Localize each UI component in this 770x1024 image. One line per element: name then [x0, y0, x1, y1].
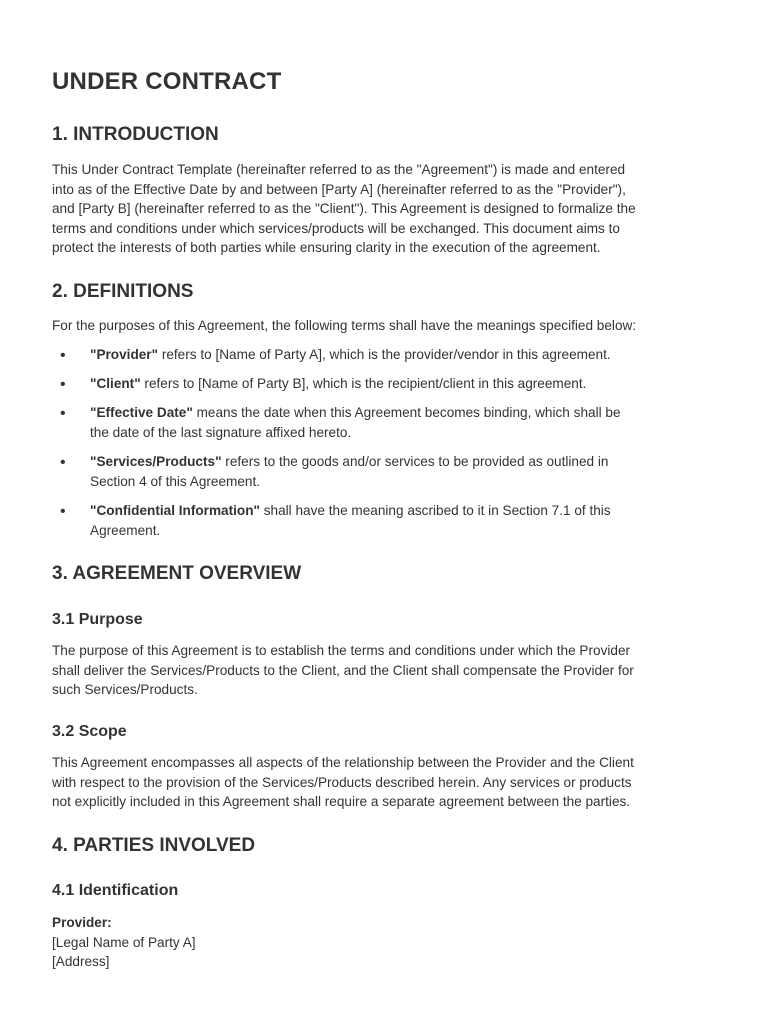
scope-paragraph [52, 753, 722, 812]
definition-text-continued: Agreement. [90, 522, 161, 538]
text-line: terms and conditions under which services/products will be exchanged. This document aims to [52, 220, 620, 236]
text-line: with respect to the provision of the Services/Products described herein. Any services or products [52, 774, 632, 790]
bullet-icon: • [60, 376, 66, 394]
section-heading-parties-involved: 4. PARTIES INVOLVED [52, 835, 256, 856]
definitions-lead: For the purposes of this Agreement, the following terms shall have the meanings specified below: [52, 318, 637, 333]
definition-term: "Client" [90, 376, 141, 392]
definition-text-continued: the date of the last signature affixed hereto. [90, 424, 352, 440]
text-line: not explicitly included in this Agreement shall require a separate agreement between the parties. [52, 794, 631, 810]
definition-text-continued: Section 4 of this Agreement. [90, 473, 261, 489]
definition-term: "Confidential Information" [90, 502, 260, 518]
definitions-list [52, 345, 722, 550]
definition-term: "Provider" [90, 347, 159, 362]
section-heading-introduction: 1. INTRODUCTION [52, 124, 219, 145]
subsection-heading-purpose: 3.1 Purpose [52, 611, 143, 628]
list-item [52, 374, 722, 394]
definition-text: refers to [Name of Party B], which is the recipient/client in this agreement. [140, 376, 587, 392]
provider-name: [Legal Name of Party A] [52, 934, 196, 950]
bullet-icon: • [60, 454, 66, 472]
definition-text: refers to [Name of Party A], which is the provider/vendor in this agreement. [158, 347, 611, 362]
provider-address: [Address] [52, 954, 110, 970]
text-line: This Agreement encompasses all aspects of the relationship between the Provider and the Client [52, 755, 634, 770]
definition-text: means the date when this Agreement becomes binding, which shall be [192, 405, 621, 421]
introduction-paragraph [52, 160, 722, 258]
provider-label: Provider: [52, 915, 112, 930]
text-line: protect the interests of both parties while ensuring clarity in the execution of the agreement. [52, 240, 601, 256]
text-line: and [Party B] (hereinafter referred to as the "Client"). This Agreement is designed to formalize the [52, 201, 636, 217]
list-item [52, 403, 722, 442]
definition-text: refers to the goods and/or services to be provided as outlined in [221, 454, 609, 470]
bullet-icon: • [60, 405, 66, 423]
text-line: into as of the Effective Date by and between [Party A] (hereinafter referred to as the "Provider"), [52, 181, 626, 197]
list-item [52, 501, 722, 540]
list-item [52, 345, 722, 365]
subsection-heading-scope: 3.2 Scope [52, 723, 127, 740]
definition-text: shall have the meaning ascribed to it in Section 7.1 of this [259, 502, 611, 518]
section-heading-definitions: 2. DEFINITIONS [52, 281, 194, 302]
text-line: such Services/Products. [52, 682, 198, 698]
document-title: UNDER CONTRACT [52, 68, 282, 95]
definition-term: "Effective Date" [90, 405, 193, 421]
text-line: shall deliver the Services/Products to the Client, and the Client shall compensate the Provider for [52, 662, 634, 678]
section-heading-agreement-overview: 3. AGREEMENT OVERVIEW [52, 563, 302, 584]
subsection-heading-identification: 4.1 Identification [52, 882, 179, 899]
definition-term: "Services/Products" [90, 454, 222, 470]
purpose-paragraph [52, 641, 722, 700]
provider-block [52, 913, 722, 972]
text-line: This Under Contract Template (hereinafter referred to as the "Agreement") is made and entered [52, 162, 626, 177]
text-line: The purpose of this Agreement is to establish the terms and conditions under which the Provider [52, 643, 631, 658]
bullet-icon: • [60, 502, 66, 520]
list-item [52, 452, 722, 491]
bullet-icon: • [60, 347, 66, 364]
